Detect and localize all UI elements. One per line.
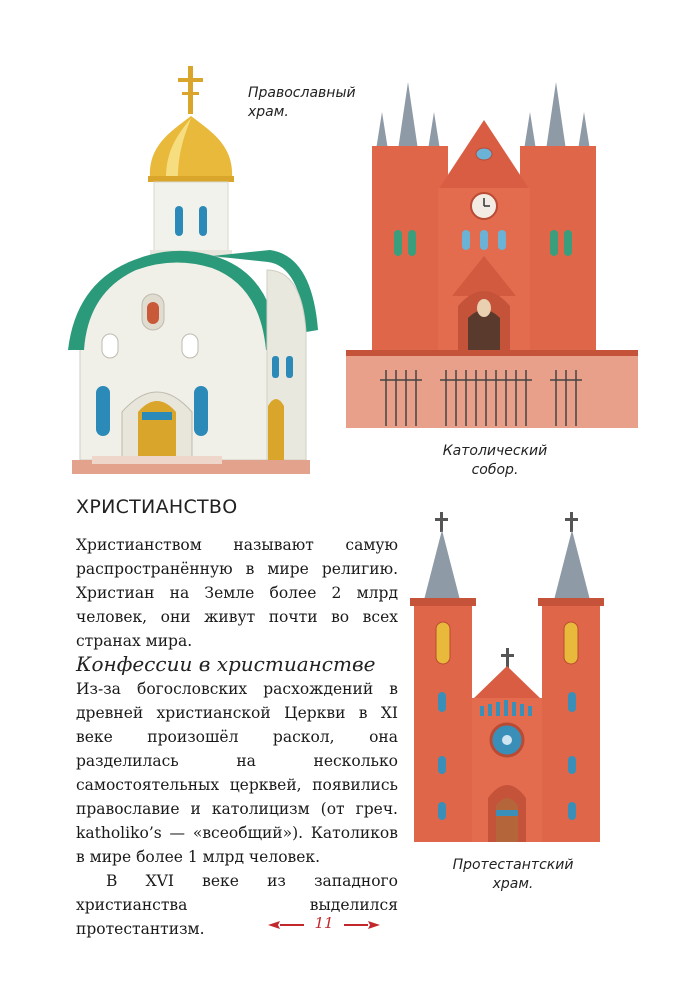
body-paragraph-2: В XVI веке из западного христианства выделился протестантизм. (76, 872, 398, 938)
body-text (76, 677, 398, 941)
intro-paragraph (76, 533, 398, 653)
orthodox-church-illustration (62, 60, 320, 478)
page-number: 11 (314, 914, 334, 932)
ornament-left-icon (268, 920, 306, 930)
section-title: ХРИСТИАНСТВО (76, 496, 238, 518)
orthodox-caption: Православный храм. (248, 85, 356, 120)
body-paragraph-1: Из-за богословских расхождений в древней христианской Церкви в XI веке произошёл раскол, она разделилась на несколько самостоятельных церквей, появились православие и католицизм (от греч. katholiko’s — «всеобщий»). Католиков в мире более 1 млрд человек. (76, 680, 398, 866)
catholic-cathedral-illustration (346, 80, 638, 428)
protestant-caption: Протестантский храм. (452, 857, 574, 892)
catholic-caption: Католический собор. (442, 443, 548, 478)
page-footer (268, 914, 380, 936)
section-subtitle: Конфессии в христианстве (76, 652, 376, 676)
protestant-church-illustration (408, 510, 606, 844)
intro-text: Христианством называют самую распространённую в мире религию. Христиан на Земле более 2 млрд человек, они живут почти во всех странах мира. (76, 536, 398, 650)
ornament-right-icon (342, 920, 380, 930)
